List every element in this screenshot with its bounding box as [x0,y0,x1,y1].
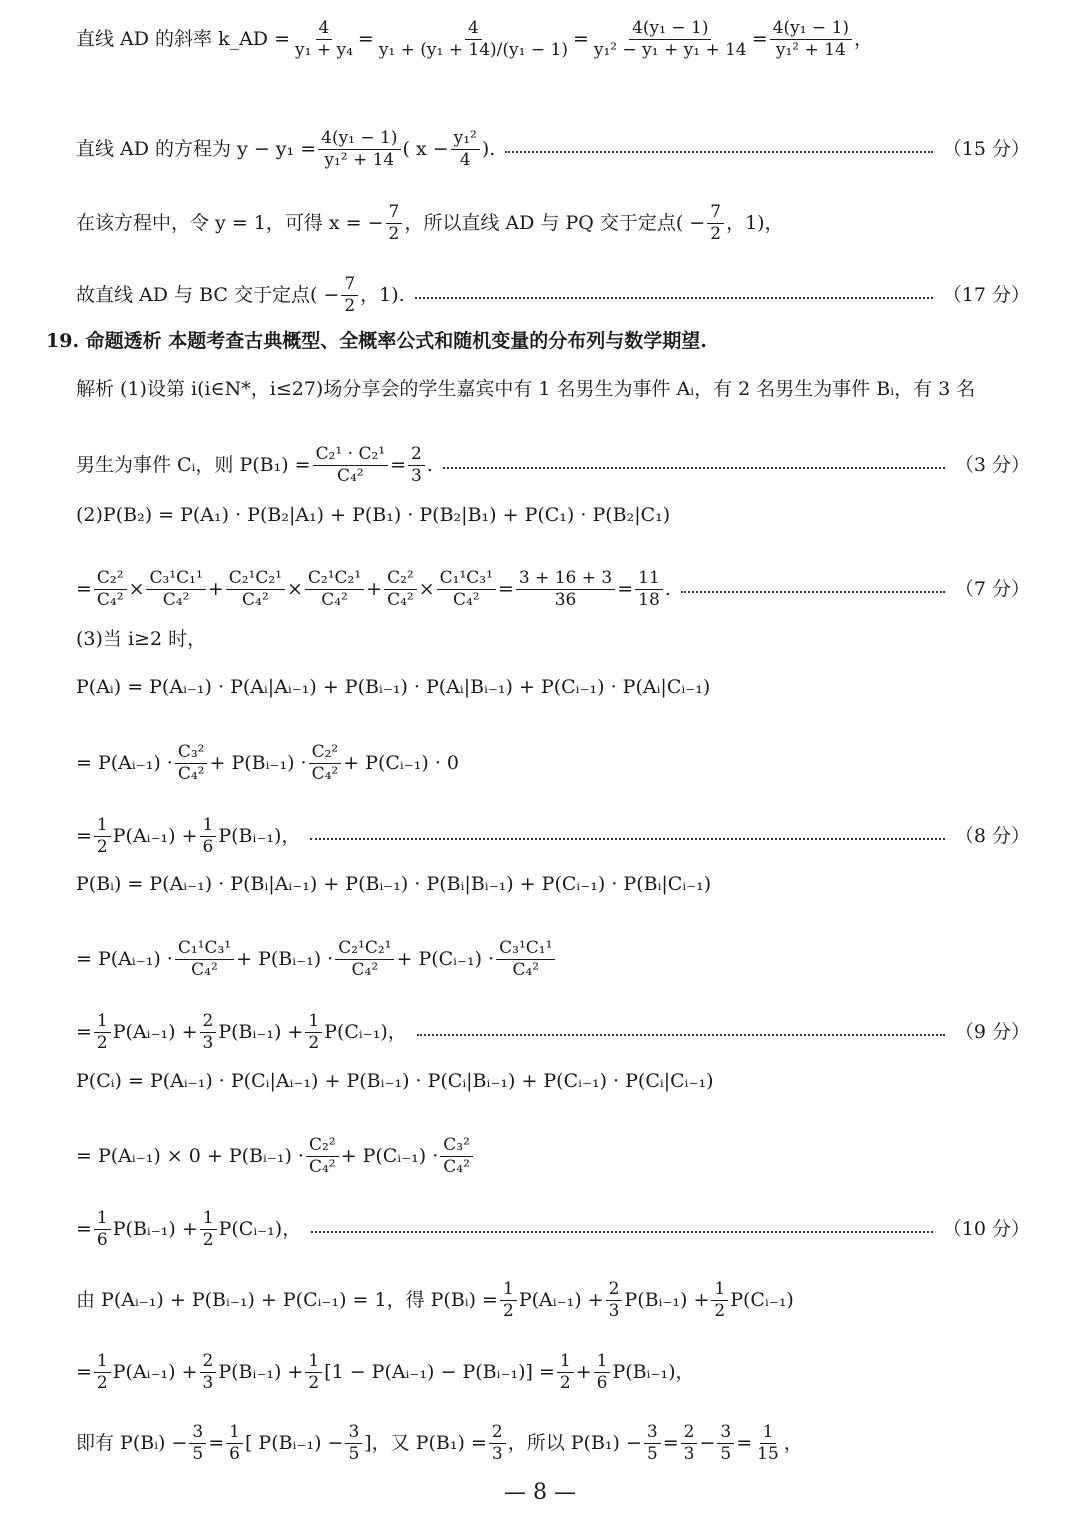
fraction [175,938,234,982]
denominator: 6 [96,1230,108,1251]
numerator: 3 + 16 + 3 [516,568,615,590]
fraction [496,938,555,982]
fraction [94,1351,111,1395]
formula-line [76,274,1030,318]
formula-line [76,1208,1030,1252]
denominator: 2 [308,1033,320,1054]
text-run: P(Aᵢ) = P(Aᵢ₋₁) · P(Aᵢ|Aᵢ₋₁) + P(Bᵢ₋₁) · P(Aᵢ|Bᵢ₋₁) + P(Cᵢ₋₁) · P(Aᵢ|Cᵢ₋₁) [76,676,711,698]
text-run: = [208,1432,225,1455]
numerator: 2 [681,1422,698,1444]
line-content [76,1422,803,1466]
numerator: C₂² [309,742,342,764]
numerator: C₂² [384,568,417,590]
line-content [76,815,300,859]
fraction [717,1422,734,1466]
text-run: ，所以 P(B₁) − [507,1432,642,1455]
text-run: ). [481,138,496,161]
text-run: + P(Cᵢ₋₁) · [340,1145,439,1168]
formula-line [76,1135,1030,1179]
text-run: + P(Bᵢ₋₁) · [209,752,307,775]
score-label: （7 分） [954,578,1030,601]
dot-leader [310,838,944,840]
numerator: C₃² [440,1135,473,1157]
text-run: + [575,1361,592,1384]
text-run: + P(Cᵢ₋₁) · [396,948,495,971]
line-content [76,380,975,399]
denominator: 3 [491,1444,503,1465]
denominator: 3 [202,1033,214,1054]
denominator: 3 [202,1373,214,1394]
text-run: × [286,578,303,601]
text-run: = P(Aᵢ₋₁) · [76,948,173,971]
numerator: 1 [94,1011,111,1033]
text-run: 男生为事件 Cᵢ，则 P(B₁) = [76,454,311,477]
text-run: P(Aᵢ₋₁) + [112,1021,198,1044]
denominator: C₄² [387,590,414,611]
score-label: （10 分） [942,1218,1030,1241]
text-run: (2)P(B₂) = P(A₁) · P(B₂|A₁) + P(B₁) · P(B₂|B₁) + P(C₁) · P(B₂|C₁) [76,504,671,526]
text-run: = [572,28,589,51]
text-run: + [366,578,383,601]
numerator: 1 [711,1279,728,1301]
numerator: 4(y₁ − 1) [318,128,400,150]
text-run: = [76,825,92,848]
fraction [200,1208,217,1252]
text-run: × [418,578,435,601]
denominator: 3 [683,1444,695,1465]
denominator: C₄² [177,764,205,785]
numerator: 1 [200,1208,217,1230]
numerator: C₂¹ · C₂¹ [313,444,389,466]
fraction [226,1422,243,1466]
text-run: P(Bᵢ₋₁) + [218,1021,304,1044]
text-run: P(Cᵢ₋₁)， [324,1021,407,1044]
fraction [313,444,389,488]
score-label: （9 分） [954,1021,1030,1044]
denominator: C₄² [308,1157,336,1178]
line-content [76,938,557,982]
fraction [309,742,342,786]
text-run: ， [783,1432,803,1455]
numerator: 1 [94,1208,111,1230]
line-content [76,128,495,172]
line-content [76,274,405,318]
numerator: 1 [94,815,111,837]
formula-line [76,1072,1030,1091]
text-run: ，1)， [726,212,784,235]
fraction [707,202,724,246]
text-run: . [664,578,671,601]
formula-line [76,202,1030,246]
denominator: 6 [229,1444,240,1465]
fraction [94,568,127,612]
dot-leader [443,467,945,469]
denominator: 5 [192,1444,204,1465]
numerator: 1 [305,1351,322,1373]
formula-line [76,506,1030,525]
numerator: 4(y₁ − 1) [770,18,852,40]
text-run: = [76,578,92,601]
numerator: C₃¹C₁¹ [146,568,205,590]
fraction [384,568,417,612]
fraction [175,742,208,786]
numerator: C₂² [94,568,127,590]
denominator: y₁² + 14 [775,40,846,61]
denominator: C₄² [311,764,339,785]
numerator: 2 [200,1351,217,1373]
text-run: P(Cᵢ) = P(Aᵢ₋₁) · P(Cᵢ|Aᵢ₋₁) + P(Bᵢ₋₁) · P(Cᵢ|Bᵢ₋₁) + P(Cᵢ₋₁) · P(Cᵢ|Cᵢ₋₁) [76,1070,714,1092]
text-run: P(Bᵢ₋₁) + [112,1218,198,1241]
fraction [386,202,403,246]
text-run: 19. 命题透析 本题考查古典概型、全概率公式和随机变量的分布列与数学期望. [46,330,707,352]
fraction [681,1422,698,1466]
text-run: P(Aᵢ₋₁) + [112,825,198,848]
denominator: 2 [388,224,400,245]
text-run: = [76,1361,92,1384]
numerator: C₁¹C₃¹ [175,938,234,960]
denominator: 6 [596,1373,608,1394]
line-content [76,506,670,525]
text-run: + P(Bᵢ₋₁) · [236,948,334,971]
denominator: 2 [202,1230,214,1251]
text-run: = [736,1432,753,1455]
denominator: y₁² − y₁ + y₁ + 14 [593,40,747,61]
fraction [606,1279,623,1323]
text-run: ，1). [360,284,405,307]
numerator: 1 [760,1422,777,1444]
line-content [76,18,873,62]
numerator: 2 [408,444,425,466]
score-label: （15 分） [942,138,1030,161]
denominator: y₁ + y₄ [295,40,353,61]
line-content [76,678,710,697]
fraction [146,568,205,612]
text-run: P(Bᵢ₋₁)， [218,825,301,848]
text-run: P(Aᵢ₋₁) + [112,1361,198,1384]
numerator: C₃¹C₁¹ [496,938,555,960]
numerator: y₁² [451,128,480,150]
denominator: 2 [714,1301,726,1322]
line-content [76,1279,794,1323]
fraction [306,1135,339,1179]
numerator: 3 [717,1422,734,1444]
denominator: 3 [411,466,422,487]
text-run: 解析 (1)设第 i(i∈N*，i≤27)场分享会的学生嘉宾中有 1 名男生为事件 Aᵢ，有 2 名男生为事件 Bᵢ，有 3 名 [76,378,976,400]
denominator: 2 [96,1373,108,1394]
numerator: 7 [341,274,358,296]
text-run: . [426,454,433,477]
formula-line [76,742,1030,786]
fraction [94,1011,111,1055]
formula-line [76,1351,1030,1395]
numerator: C₂² [306,1135,339,1157]
fraction [489,1422,506,1466]
formula-line [76,938,1030,982]
denominator: 6 [202,837,214,858]
formula-line [76,18,1030,62]
formula-line [46,332,1030,351]
denominator: 5 [348,1444,360,1465]
fraction [200,1351,217,1395]
fraction [557,1351,574,1395]
fraction [292,18,356,62]
numerator: 7 [386,202,403,224]
fraction [516,568,615,612]
denominator: 3 [608,1301,620,1322]
text-run: × [128,578,145,601]
formula-line [76,380,1030,399]
text-run: 直线 AD 的斜率 k_AD = [76,28,291,51]
denominator: 2 [710,224,722,245]
line-content [76,1135,475,1179]
formula-line [76,1011,1030,1055]
text-run: = [662,1432,679,1455]
numerator: 11 [635,568,663,590]
text-run: = P(Aᵢ₋₁) · [76,752,173,775]
line-content [76,568,671,612]
dot-leader [505,151,932,153]
text-run: 即有 P(Bᵢ) − [76,1432,188,1455]
denominator: 2 [559,1373,571,1394]
denominator: 2 [308,1373,320,1394]
dot-leader [417,1034,945,1036]
fraction [711,1279,728,1323]
fraction [376,18,571,62]
fraction [635,568,663,612]
numerator: 4 [316,18,333,40]
denominator: y₁ + (y₁ + 14)/(y₁ − 1) [378,40,568,61]
numerator: 1 [594,1351,611,1373]
fraction [345,1422,362,1466]
text-run: P(Bᵢ) = P(Aᵢ₋₁) · P(Bᵢ|Aᵢ₋₁) + P(Bᵢ₋₁) · P(Bᵢ|Bᵢ₋₁) + P(Cᵢ₋₁) · P(Bᵢ|Cᵢ₋₁) [76,873,712,895]
fraction [226,568,285,612]
numerator: 2 [489,1422,506,1444]
formula-line [76,630,1030,649]
text-run: [ P(Bᵢ₋₁) − [244,1432,344,1455]
denominator: 2 [502,1301,514,1322]
fraction [451,128,480,172]
text-run: 由 P(Aᵢ₋₁) + P(Bᵢ₋₁) + P(Cᵢ₋₁) = 1，得 P(Bᵢ) = [76,1289,498,1312]
denominator: 2 [96,837,108,858]
text-run: = [617,578,634,601]
fraction [500,1279,517,1323]
text-run: = [390,454,407,477]
denominator: C₄² [191,960,218,981]
score-label: （3 分） [954,454,1030,477]
fraction [440,1135,473,1179]
fraction [305,1351,322,1395]
text-run: 在该方程中，令 y = 1，可得 x = − [76,212,384,235]
text-run: = P(Aᵢ₋₁) × 0 + P(Bᵢ₋₁) · [76,1145,304,1168]
numerator: 1 [305,1011,322,1033]
fraction [437,568,496,612]
denominator: C₄² [321,590,348,611]
numerator: 4 [465,18,482,40]
numerator: 3 [189,1422,206,1444]
text-run: ， [854,28,874,51]
numerator: 1 [500,1279,517,1301]
denominator: 2 [344,296,356,317]
numerator: 2 [606,1279,623,1301]
line-content [76,630,206,649]
text-run: + P(Cᵢ₋₁) · 0 [343,752,459,775]
line-content [76,202,784,246]
line-content [76,875,711,894]
denominator: 5 [646,1444,658,1465]
text-run: P(Bᵢ₋₁) + [624,1289,710,1312]
fraction [770,18,852,62]
text-run: P(Cᵢ₋₁)， [218,1218,302,1241]
formula-line [76,568,1030,612]
text-run: P(Bᵢ₋₁) + [218,1361,304,1384]
fraction [189,1422,206,1466]
fraction [754,1422,782,1466]
fraction [305,568,364,612]
numerator: C₃² [175,742,208,764]
denominator: 18 [638,590,660,611]
dot-leader [681,591,945,593]
denominator: 15 [757,1444,779,1465]
fraction [318,128,400,172]
fraction [644,1422,661,1466]
denominator: y₁² + 14 [324,150,395,171]
score-label: （8 分） [954,825,1030,848]
text-run: = [76,1021,92,1044]
denominator: C₄² [512,960,540,981]
numerator: 4(y₁ − 1) [629,18,711,40]
text-run: [1 − P(Aᵢ₋₁) − P(Bᵢ₋₁)] = [324,1361,555,1384]
text-run: (3)当 i≥2 时， [76,628,207,650]
line-content [76,444,433,488]
numerator: 1 [94,1351,111,1373]
line-content [76,1208,301,1252]
fraction [594,1351,611,1395]
formula-line [76,1422,1030,1466]
line-content [76,1011,407,1055]
numerator: 3 [345,1422,362,1444]
numerator: C₂¹C₂¹ [305,568,364,590]
numerator: 1 [226,1422,243,1444]
denominator: 5 [720,1444,732,1465]
text-run: = [497,578,514,601]
denominator: 36 [554,590,577,611]
denominator: C₄² [337,466,364,487]
formula-line [76,815,1030,859]
denominator: 2 [96,1033,108,1054]
numerator: 2 [200,1011,217,1033]
text-run: = [357,28,374,51]
fraction [200,1011,217,1055]
numerator: C₂¹C₂¹ [226,568,285,590]
text-run: ，所以直线 AD 与 PQ 交于定点( − [404,212,706,235]
numerator: 1 [200,815,217,837]
numerator: 7 [707,202,724,224]
page-number: — 8 — [504,1480,576,1505]
numerator: 3 [644,1422,661,1444]
denominator: C₄² [443,1157,470,1178]
denominator: C₄² [242,590,269,611]
text-run: P(Aᵢ₋₁) + [518,1289,604,1312]
text-run: ]，又 P(B₁) = [364,1432,487,1455]
formula-line [76,444,1030,488]
text-run: 故直线 AD 与 BC 交于定点( − [76,284,340,307]
fraction [341,274,358,318]
text-run: ( x − [402,138,449,161]
formula-line [76,128,1030,172]
score-label: （17 分） [942,284,1030,307]
text-run: + [207,578,224,601]
line-content [76,1072,714,1091]
dot-leader [415,297,933,299]
fraction [305,1011,322,1055]
denominator: C₄² [452,590,480,611]
text-run: = [76,1218,92,1241]
denominator: C₄² [351,960,379,981]
fraction [335,938,394,982]
fraction [94,1208,111,1252]
numerator: C₁¹C₃¹ [437,568,496,590]
numerator: C₂¹C₂¹ [335,938,394,960]
text-run: 直线 AD 的方程为 y − y₁ = [76,138,317,161]
text-run: − [699,1432,716,1455]
line-content [76,742,459,786]
denominator: 4 [459,150,471,171]
text-run: P(Bᵢ₋₁)， [612,1361,695,1384]
formula-line [76,1279,1030,1323]
fraction [591,18,750,62]
fraction [200,815,217,859]
text-run: P(Cᵢ₋₁) [730,1289,794,1312]
fraction [408,444,425,488]
dot-leader [311,1231,933,1233]
line-content [76,1351,695,1395]
formula-line [76,678,1030,697]
formula-line [76,875,1030,894]
denominator: C₄² [96,590,124,611]
denominator: C₄² [162,590,190,611]
fraction [94,815,111,859]
text-run: = [751,28,768,51]
line-content [46,332,707,351]
numerator: 1 [557,1351,574,1373]
